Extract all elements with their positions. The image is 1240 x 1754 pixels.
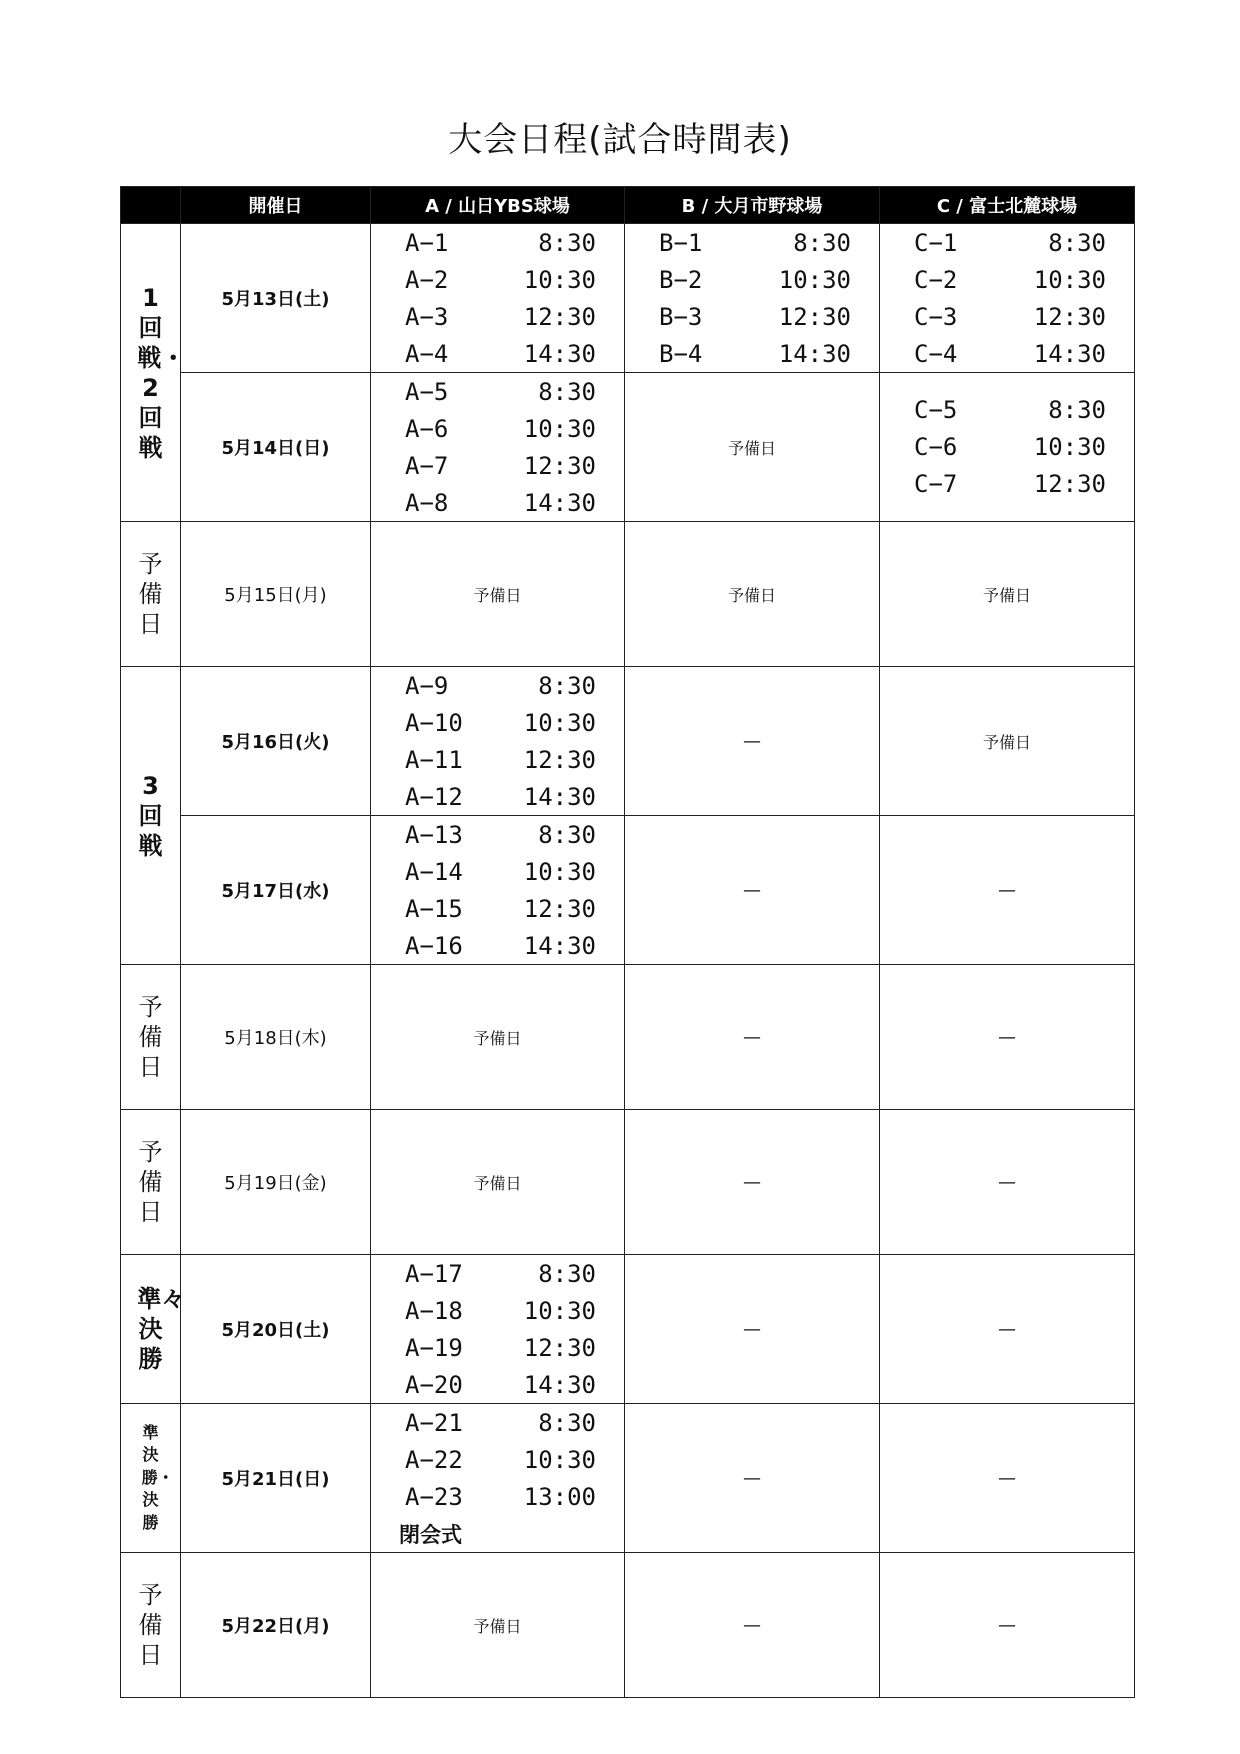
game-time: 8:30 [538, 1259, 596, 1288]
game-time: 12:30 [523, 894, 596, 923]
game-slot [371, 298, 624, 335]
game-time: 14:30 [778, 339, 851, 368]
venue-a-spare: 予備日 [371, 1553, 625, 1698]
game-id: C−7 [914, 470, 958, 498]
game-slot [880, 298, 1134, 335]
game-id: C−4 [914, 339, 958, 368]
game-slot [371, 890, 624, 927]
game-time: 12:30 [1033, 470, 1106, 498]
date-cell: 5月15日(月) [181, 522, 371, 667]
game-id: A−17 [405, 1259, 463, 1288]
table-row [121, 522, 1135, 667]
table-row [121, 1110, 1135, 1255]
venue-c-none: — [880, 1110, 1135, 1255]
game-time: 10:30 [778, 265, 851, 294]
phase-spare: 予備日 [121, 965, 181, 1110]
game-id: A−21 [405, 1408, 463, 1437]
game-slot [371, 224, 624, 261]
game-id: A−20 [405, 1370, 463, 1399]
table-row [121, 1404, 1135, 1553]
game-time: 8:30 [793, 228, 851, 257]
game-id: A−2 [405, 265, 449, 294]
game-id: C−5 [914, 396, 958, 424]
game-slot [371, 484, 624, 521]
game-id: B−4 [659, 339, 703, 368]
game-id: A−9 [405, 671, 449, 700]
game-time: 12:30 [523, 451, 596, 480]
game-time: 13:00 [523, 1482, 596, 1511]
game-id: A−13 [405, 820, 463, 849]
game-time: 12:30 [523, 1333, 596, 1362]
header-date: 開催日 [181, 187, 371, 224]
game-time: 10:30 [523, 1445, 596, 1474]
game-slot [371, 853, 624, 890]
game-id: C−2 [914, 265, 958, 294]
venue-a-games [371, 373, 625, 522]
game-slot [371, 1366, 624, 1403]
game-time: 10:30 [523, 1296, 596, 1325]
game-slot [371, 667, 624, 704]
game-id: A−18 [405, 1296, 463, 1325]
venue-b-none: — [625, 816, 880, 965]
header-row [121, 187, 1135, 224]
venue-a-games [371, 667, 625, 816]
game-slot [371, 261, 624, 298]
table-row [121, 1255, 1135, 1404]
game-id: A−22 [405, 1445, 463, 1474]
game-time: 12:30 [778, 302, 851, 331]
table-row [121, 667, 1135, 816]
phase-round12: 1回戦・2回戦 [121, 224, 181, 522]
game-time: 8:30 [538, 671, 596, 700]
venue-b-none: — [625, 965, 880, 1110]
game-slot [371, 373, 624, 410]
venue-b-spare: 予備日 [625, 522, 880, 667]
phase-quarter: 準々決勝 [121, 1255, 181, 1404]
date-cell: 5月16日(火) [181, 667, 371, 816]
table-row [121, 373, 1135, 522]
game-time: 10:30 [1033, 265, 1106, 294]
game-slot [371, 816, 624, 853]
venue-c-none: — [880, 965, 1135, 1110]
game-id: A−11 [405, 745, 463, 774]
game-slot [371, 778, 624, 815]
game-time: 14:30 [1033, 339, 1106, 368]
game-slot [371, 335, 624, 372]
venue-a-games [371, 1255, 625, 1404]
game-id: A−7 [405, 451, 449, 480]
header-venue-b: B / 大月市野球場 [625, 187, 880, 224]
game-id: A−3 [405, 302, 449, 331]
venue-c-games [880, 224, 1135, 373]
phase-semifinal: 準決勝・決勝 [121, 1404, 181, 1553]
game-time: 14:30 [523, 1370, 596, 1399]
game-time: 8:30 [538, 820, 596, 849]
phase-round3: 3回戦 [121, 667, 181, 965]
venue-c-none: — [880, 816, 1135, 965]
schedule-table [120, 186, 1135, 1698]
game-id: A−15 [405, 894, 463, 923]
game-slot [371, 447, 624, 484]
game-id: A−23 [405, 1482, 463, 1511]
date-cell: 5月20日(土) [181, 1255, 371, 1404]
game-slot [880, 261, 1134, 298]
game-slot [371, 704, 624, 741]
venue-a-spare: 予備日 [371, 965, 625, 1110]
game-id: A−1 [405, 228, 449, 257]
game-slot [371, 927, 624, 964]
venue-b-none: — [625, 1553, 880, 1698]
venue-a-games [371, 816, 625, 965]
game-slot [371, 1329, 624, 1366]
game-time: 12:30 [523, 745, 596, 774]
venue-b-games [625, 224, 880, 373]
table-row [121, 224, 1135, 373]
header-venue-c: C / 富士北麓球場 [880, 187, 1135, 224]
venue-a-spare: 予備日 [371, 522, 625, 667]
game-slot [625, 224, 879, 261]
game-time: 10:30 [523, 857, 596, 886]
venue-b-none: — [625, 667, 880, 816]
game-slot [625, 261, 879, 298]
date-cell: 5月18日(木) [181, 965, 371, 1110]
game-slot [371, 1404, 624, 1441]
venue-a-spare: 予備日 [371, 1110, 625, 1255]
game-slot [371, 410, 624, 447]
game-slot [880, 466, 1134, 503]
game-id: C−1 [914, 228, 958, 257]
game-id: A−19 [405, 1333, 463, 1362]
game-time: 12:30 [523, 302, 596, 331]
venue-c-spare: 予備日 [880, 522, 1135, 667]
game-id: A−4 [405, 339, 449, 368]
game-id: A−6 [405, 414, 449, 443]
game-slot [625, 298, 879, 335]
table-row [121, 965, 1135, 1110]
game-slot [371, 741, 624, 778]
game-slot [625, 335, 879, 372]
date-cell: 5月22日(月) [181, 1553, 371, 1698]
game-time: 10:30 [1033, 433, 1106, 461]
game-slot [371, 1478, 624, 1515]
game-time: 10:30 [523, 265, 596, 294]
game-time: 14:30 [523, 488, 596, 517]
game-id: B−3 [659, 302, 703, 331]
venue-c-none: — [880, 1553, 1135, 1698]
game-time: 12:30 [1033, 302, 1106, 331]
header-venue-a: A / 山日YBS球場 [371, 187, 625, 224]
game-id: A−8 [405, 488, 449, 517]
header-phase [121, 187, 181, 224]
game-id: A−10 [405, 708, 463, 737]
game-id: C−6 [914, 433, 958, 461]
game-slot [371, 1292, 624, 1329]
game-slot [880, 392, 1134, 429]
game-time: 8:30 [538, 228, 596, 257]
page-title: 大会日程(試合時間表) [448, 120, 792, 160]
game-id: A−16 [405, 931, 463, 960]
phase-spare: 予備日 [121, 522, 181, 667]
phase-spare: 予備日 [121, 1110, 181, 1255]
venue-b-none: — [625, 1110, 880, 1255]
game-slot [880, 429, 1134, 466]
game-time: 8:30 [538, 1408, 596, 1437]
game-id: B−1 [659, 228, 703, 257]
game-slot [371, 1255, 624, 1292]
game-time: 10:30 [523, 414, 596, 443]
game-id: B−2 [659, 265, 703, 294]
venue-c-spare: 予備日 [880, 667, 1135, 816]
game-id: A−5 [405, 377, 449, 406]
venue-a-games [371, 1404, 625, 1553]
venue-a-games [371, 224, 625, 373]
date-cell: 5月14日(日) [181, 373, 371, 522]
game-time: 8:30 [538, 377, 596, 406]
game-time: 8:30 [1048, 228, 1106, 257]
phase-spare: 予備日 [121, 1553, 181, 1698]
game-time: 8:30 [1048, 396, 1106, 424]
venue-c-none: — [880, 1255, 1135, 1404]
table-row [121, 1553, 1135, 1698]
game-time: 10:30 [523, 708, 596, 737]
venue-b-none: — [625, 1255, 880, 1404]
date-cell: 5月21日(日) [181, 1404, 371, 1553]
game-slot [371, 1441, 624, 1478]
table-row [121, 816, 1135, 965]
venue-b-none: — [625, 1404, 880, 1553]
date-cell: 5月13日(土) [181, 224, 371, 373]
date-cell: 5月19日(金) [181, 1110, 371, 1255]
date-cell: 5月17日(水) [181, 816, 371, 965]
game-time: 14:30 [523, 782, 596, 811]
game-id: C−3 [914, 302, 958, 331]
game-time: 14:30 [523, 339, 596, 368]
game-id: A−14 [405, 857, 463, 886]
closing-ceremony: 閉会式 [399, 1522, 462, 1547]
venue-c-none: — [880, 1404, 1135, 1553]
game-id: A−12 [405, 782, 463, 811]
venue-c-games [880, 373, 1135, 522]
game-slot [880, 335, 1134, 372]
venue-b-spare: 予備日 [625, 373, 880, 522]
game-time: 14:30 [523, 931, 596, 960]
game-slot [880, 224, 1134, 261]
